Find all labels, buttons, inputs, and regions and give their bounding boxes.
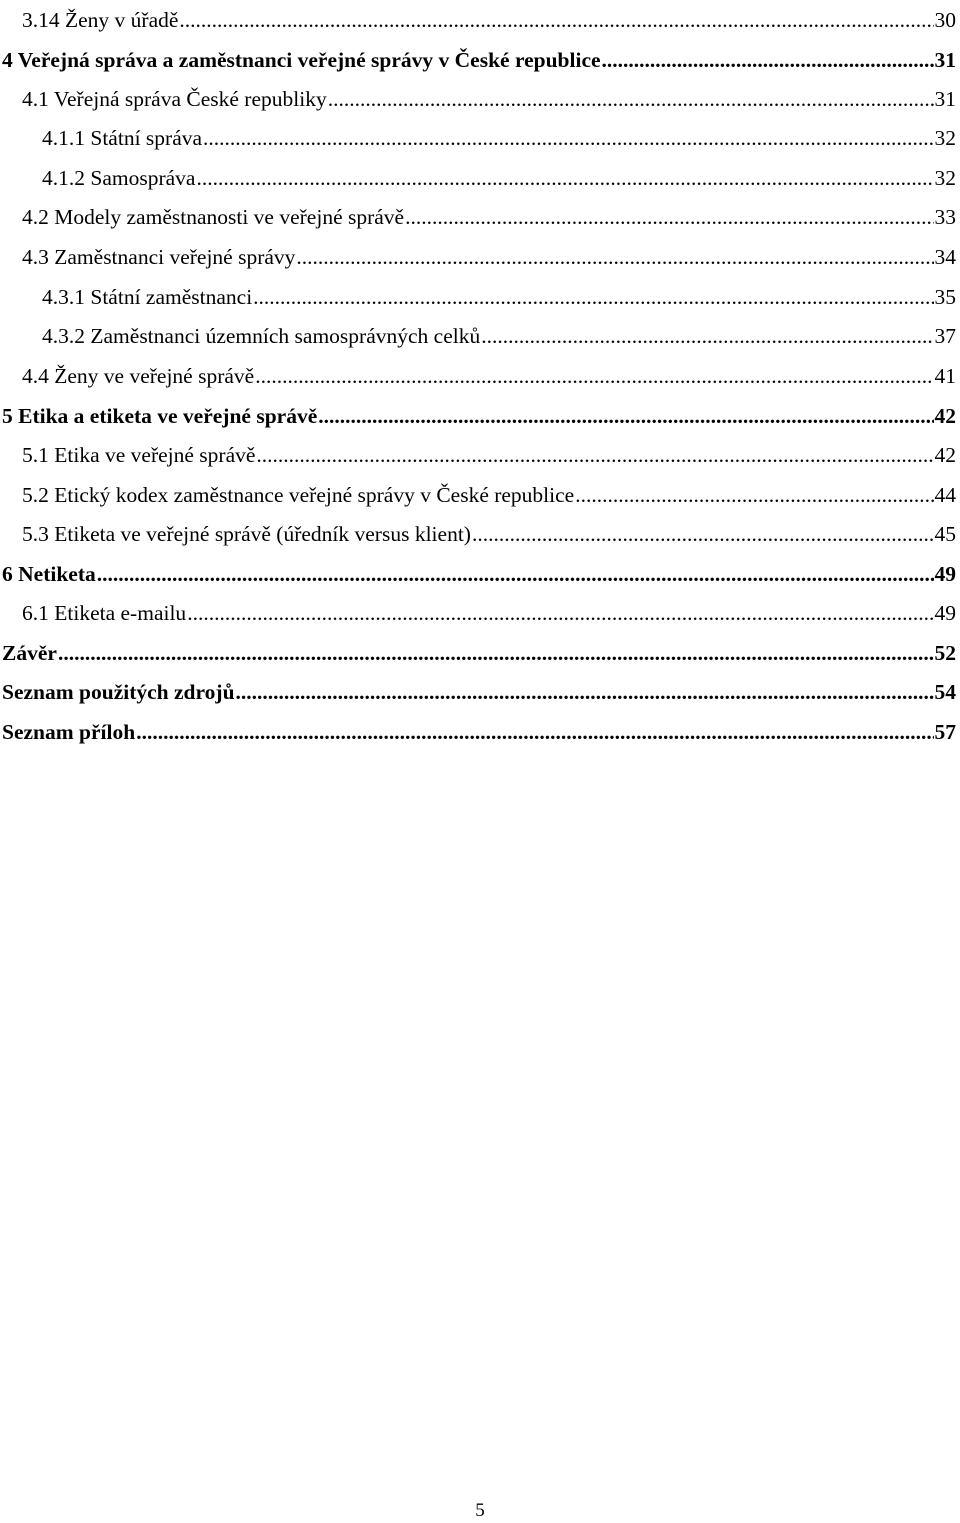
toc-entry	[0, 123, 956, 153]
toc-entry	[0, 598, 956, 628]
toc-entry	[0, 282, 956, 312]
toc-entry-title: 5.2 Etický kodex zaměstnance veřejné správy v České republice	[22, 483, 575, 507]
toc-entry-page: 49	[934, 601, 956, 625]
toc-entry-page: 37	[934, 324, 956, 348]
toc-entry-page: 49	[934, 562, 956, 586]
toc-entry	[0, 559, 956, 589]
toc-entry-title: 3.14 Ženy v úřadě	[22, 8, 179, 32]
toc-entry-title: Seznam příloh	[2, 720, 136, 744]
toc-entry	[0, 163, 956, 193]
toc-dot-leader	[136, 717, 933, 747]
toc-entry	[0, 321, 956, 351]
toc-dot-leader	[203, 123, 933, 153]
toc-entry-page: 32	[934, 166, 956, 190]
toc-entry-page: 42	[934, 404, 956, 428]
toc-dot-leader	[575, 480, 933, 510]
toc-entry-title: 4.3.1 Státní zaměstnanci	[42, 285, 253, 309]
toc-entry-title: 4 Veřejná správa a zaměstnanci veřejné správy v České republice	[2, 48, 601, 72]
toc-entry-title: Seznam použitých zdrojů	[2, 680, 235, 704]
toc-entry	[0, 519, 956, 549]
toc-entry	[0, 638, 956, 668]
toc-entry-page: 44	[934, 483, 956, 507]
toc-entry-title: 4.3 Zaměstnanci veřejné správy	[22, 245, 296, 269]
toc-dot-leader	[58, 638, 934, 668]
toc-entry-title: 5 Etika a etiketa ve veřejné správě	[2, 404, 318, 428]
toc-entry-page: 35	[934, 285, 956, 309]
toc-entry-page: 57	[934, 720, 956, 744]
toc-entry	[0, 717, 956, 747]
toc-dot-leader	[255, 361, 933, 391]
toc-entry-page: 34	[934, 245, 956, 269]
toc-entry-title: 4.1.1 Státní správa	[42, 126, 203, 150]
toc-entry-page: 52	[934, 641, 956, 665]
toc-dot-leader	[472, 519, 934, 549]
toc-entry-title: 5.1 Etika ve veřejné správě	[22, 443, 256, 467]
toc-dot-leader	[179, 5, 933, 35]
toc-entry	[0, 45, 956, 75]
toc-entry	[0, 202, 956, 232]
toc-dot-leader	[481, 321, 933, 351]
toc-dot-leader	[187, 598, 933, 628]
toc-entry-page: 32	[934, 126, 956, 150]
toc-entry-page: 45	[934, 522, 956, 546]
toc-entry-page: 30	[934, 8, 956, 32]
toc-entry-page: 41	[934, 364, 956, 388]
toc-dot-leader	[256, 440, 933, 470]
toc-entry-title: 6.1 Etiketa e-mailu	[22, 601, 187, 625]
toc-dot-leader	[405, 202, 933, 232]
toc-entry-title: 5.3 Etiketa ve veřejné správě (úředník versus klient)	[22, 522, 471, 546]
toc-entry	[0, 440, 956, 470]
toc-entry	[0, 401, 956, 431]
toc-dot-leader	[296, 242, 933, 272]
toc-dot-leader	[318, 401, 933, 431]
toc-entry-title: 6 Netiketa	[2, 562, 96, 586]
toc-dot-leader	[328, 84, 934, 114]
toc-entry	[0, 242, 956, 272]
toc-entry-title: 4.3.2 Zaměstnanci územních samosprávných celků	[42, 324, 481, 348]
toc-entry-title: 4.1.2 Samospráva	[42, 166, 196, 190]
toc-entry-page: 33	[934, 205, 956, 229]
toc-entry-title: Závěr	[2, 641, 57, 665]
toc-dot-leader	[602, 45, 934, 75]
toc-entry-title: 4.2 Modely zaměstnanosti ve veřejné správě	[22, 205, 405, 229]
toc-entry	[0, 361, 956, 391]
toc-entry	[0, 677, 956, 707]
toc-entry-title: 4.4 Ženy ve veřejné správě	[22, 364, 255, 388]
toc-dot-leader	[236, 677, 934, 707]
toc-entry-page: 54	[934, 680, 956, 704]
toc-entry	[0, 5, 956, 35]
toc-dot-leader	[196, 163, 933, 193]
toc-entry-title: 4.1 Veřejná správa České republiky	[22, 87, 327, 111]
toc-entry-page: 42	[934, 443, 956, 467]
page-number: 5	[475, 1500, 485, 1521]
toc-entry	[0, 84, 956, 114]
toc-dot-leader	[97, 559, 934, 589]
toc-entry-page: 31	[934, 87, 956, 111]
toc-entry-page: 31	[934, 48, 956, 72]
toc-entry	[0, 480, 956, 510]
toc-dot-leader	[253, 282, 933, 312]
